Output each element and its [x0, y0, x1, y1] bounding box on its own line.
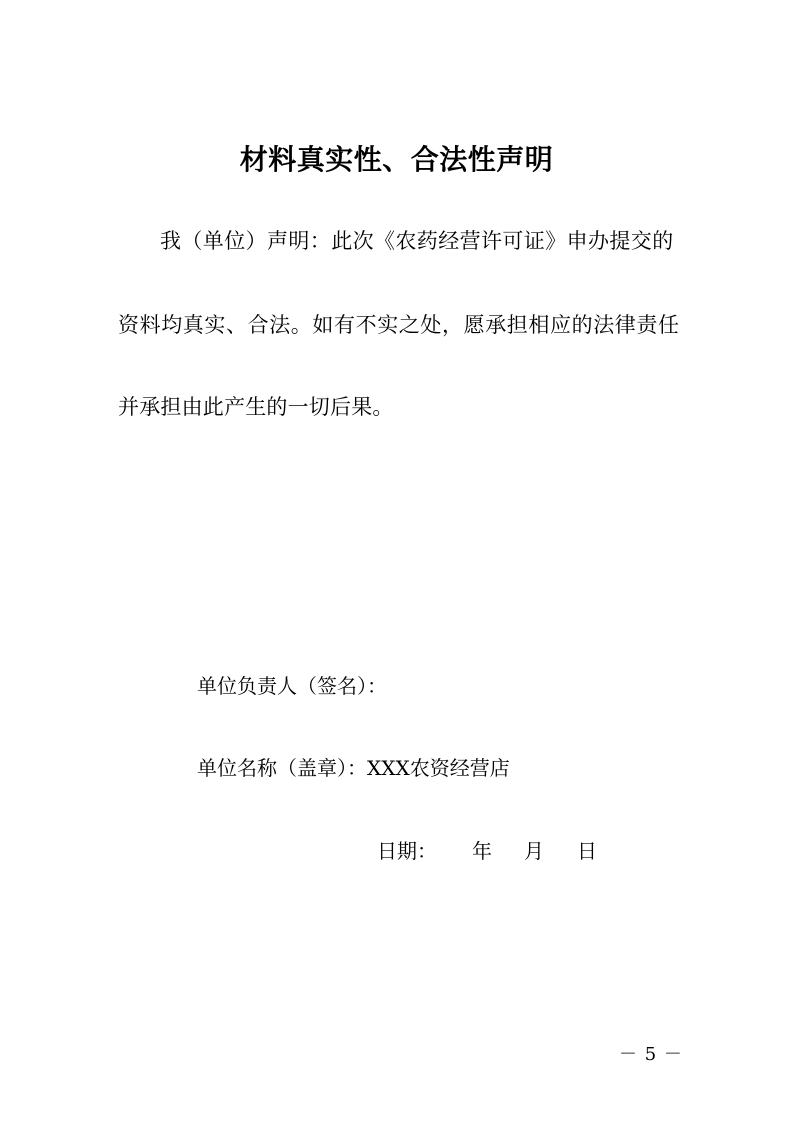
unit-name-seal-line: 单位名称（盖章）：XXX农资经营店 — [197, 756, 510, 780]
date-year-label: 年 — [472, 839, 492, 863]
document-title: 材料真实性、合法性声明 — [239, 143, 554, 176]
declaration-line-2: 资料均真实、合法。如有不实之处，愿承担相应的法律责任 — [118, 313, 680, 337]
date-label: 日期： — [377, 839, 437, 863]
date-month-label: 月 — [524, 839, 544, 863]
declaration-line-1: 我（单位）声明：此次《农药经营许可证》申办提交的 — [160, 229, 674, 253]
declaration-line-3: 并承担由此产生的一切后果。 — [118, 395, 394, 419]
responsible-person-signature-label: 单位负责人（签名）： — [197, 674, 387, 698]
date-day-label: 日 — [577, 839, 597, 863]
page-number: － 5 － — [619, 1044, 683, 1065]
